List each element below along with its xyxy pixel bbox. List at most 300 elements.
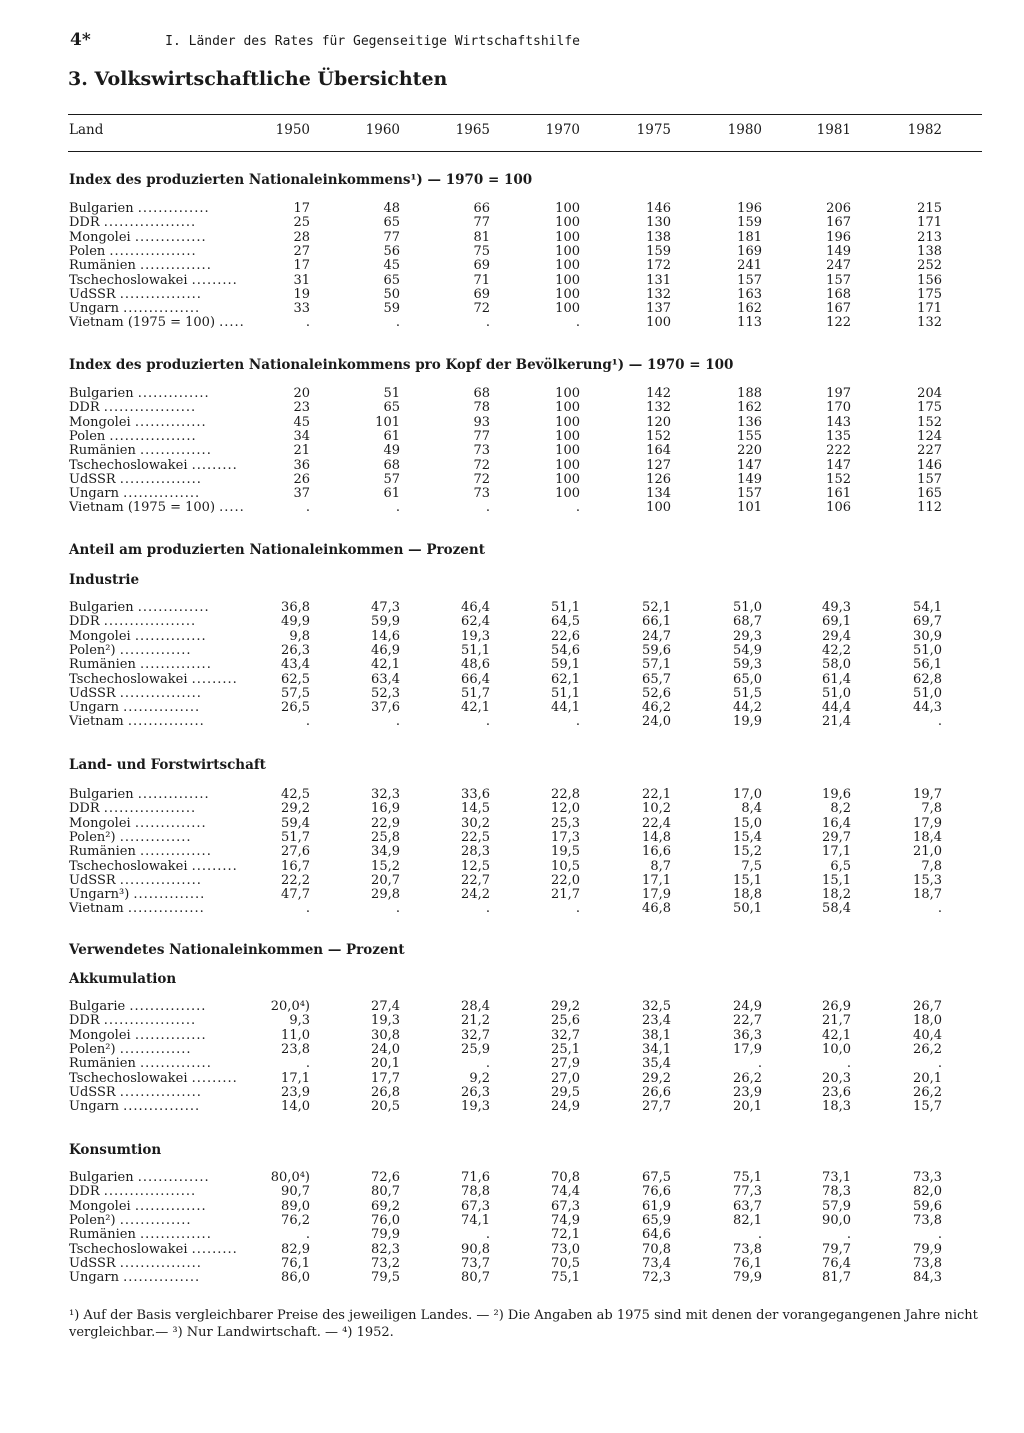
table-cell: 27,9	[551, 1056, 580, 1072]
leader-dots: ..................	[103, 1185, 197, 1200]
table-cell: .	[757, 1056, 762, 1072]
table-cell: 71	[473, 272, 490, 288]
table-cell: 10,2	[642, 801, 671, 817]
table-cell: .	[305, 901, 310, 917]
country-name: Vietnam	[69, 715, 128, 730]
table-cell: 80,7	[461, 1270, 490, 1286]
table-cell: 47,3	[371, 600, 400, 615]
leader-dots: .................	[109, 244, 197, 259]
table-top-rule	[68, 114, 982, 115]
table-cell: 19,7	[913, 787, 942, 802]
row-label	[69, 802, 265, 816]
table-cell: 27,0	[551, 1070, 580, 1086]
table-cell: 38,1	[642, 1027, 671, 1043]
row-label	[69, 387, 265, 401]
table-cell: 27,7	[642, 1099, 671, 1115]
row-label	[69, 902, 265, 916]
country-name: Rumänien	[69, 444, 140, 459]
table-cell: .	[937, 901, 942, 917]
country-name: Bulgarien	[69, 387, 138, 401]
table-cell: 26,8	[371, 1084, 400, 1100]
country-name: Mongolei	[69, 230, 135, 245]
table-row	[0, 487, 1024, 501]
table-cell: 76,1	[733, 1255, 762, 1271]
table-row	[0, 1214, 1024, 1228]
row-label	[69, 817, 265, 831]
table-cell: 81,7	[822, 1270, 851, 1286]
table-cell: 69	[473, 258, 490, 274]
table-cell: 34,1	[642, 1041, 671, 1057]
table-cell: 59,6	[642, 642, 671, 658]
table-cell: 54,6	[551, 642, 580, 658]
running-header	[70, 30, 580, 50]
table-cell: 15,2	[371, 858, 400, 874]
row-label	[69, 1271, 265, 1285]
table-cell: 65	[383, 400, 400, 416]
table-cell: 76,2	[281, 1212, 310, 1228]
table-cell: 27	[293, 243, 310, 259]
row-label	[69, 701, 265, 715]
table-cell: 81	[473, 229, 490, 245]
row-label	[69, 687, 265, 701]
table-cell: 44,2	[733, 700, 762, 716]
table-row	[0, 401, 1024, 415]
table-cell: 14,8	[642, 829, 671, 845]
table-cell: 19,6	[822, 787, 851, 802]
table-cell: 22,5	[461, 829, 490, 845]
table-cell: 138	[917, 243, 942, 259]
row-label	[69, 644, 265, 658]
table-cell: 51,0	[913, 685, 942, 701]
table-cell: .	[485, 315, 490, 331]
table-cell: 113	[737, 315, 762, 331]
table-cell: 143	[826, 414, 851, 430]
table-cell: 171	[917, 301, 942, 317]
table-cell: 42,5	[281, 787, 310, 802]
table-row	[0, 288, 1024, 302]
leader-dots: ..................	[103, 1014, 197, 1029]
table-cell: 48	[383, 201, 400, 216]
table-row	[0, 1086, 1024, 1100]
table-row	[0, 444, 1024, 458]
row-label	[69, 473, 265, 487]
table-cell: 59	[383, 301, 400, 317]
table-cell: 82,3	[371, 1241, 400, 1257]
table-cell: 136	[737, 414, 762, 430]
table-cell: 21,4	[822, 714, 851, 730]
table-cell: 37	[293, 486, 310, 502]
table-cell: 77,3	[733, 1184, 762, 1200]
table-cell: 93	[473, 414, 490, 430]
table-cell: 30,8	[371, 1027, 400, 1043]
table-cell: 29,2	[551, 999, 580, 1014]
table-cell: 42,1	[461, 700, 490, 716]
row-label	[69, 788, 265, 802]
row-label	[69, 1043, 265, 1057]
table-cell: 64,5	[551, 614, 580, 630]
table-row	[0, 501, 1024, 515]
table-cell: .	[937, 714, 942, 730]
table-cell: 33,6	[461, 787, 490, 802]
table-cell: 127	[646, 457, 671, 473]
table-cell: 17,7	[371, 1070, 400, 1086]
row-label	[69, 1072, 265, 1086]
table-cell: .	[485, 1227, 490, 1243]
table-cell: 206	[826, 201, 851, 216]
leader-dots: ..............	[119, 643, 192, 658]
table-cell: 36	[293, 457, 310, 473]
table-cell: 126	[646, 471, 671, 487]
country-name: DDR	[69, 1014, 104, 1029]
leader-dots: ................	[119, 287, 202, 302]
leader-dots: ..............	[139, 845, 212, 860]
table-cell: 66,1	[642, 614, 671, 630]
table-cell: 24,0	[371, 1041, 400, 1057]
table-cell: 46,8	[642, 901, 671, 917]
table-cell: 19,3	[371, 1013, 400, 1029]
table-cell: 11,0	[281, 1027, 310, 1043]
table-cell: 162	[737, 301, 762, 317]
table-cell: 21,7	[822, 1013, 851, 1029]
table-cell: 17,1	[281, 1070, 310, 1086]
table-cell: 135	[826, 428, 851, 444]
table-cell: 29,3	[733, 628, 762, 644]
table-cell: 24,2	[461, 887, 490, 903]
country-name: Tschechoslowakei	[69, 672, 192, 687]
table-cell: 24,9	[733, 999, 762, 1014]
row-label	[69, 274, 265, 288]
table-cell: 24,0	[642, 714, 671, 730]
table-cell: 29,2	[642, 1070, 671, 1086]
table-cell: 82,0	[913, 1184, 942, 1200]
table-cell: 73,0	[551, 1241, 580, 1257]
column-header-year: 1975	[636, 122, 671, 138]
table-row	[0, 715, 1024, 729]
column-header-year: 1980	[727, 122, 762, 138]
table-row	[0, 874, 1024, 888]
table-cell: 28,3	[461, 844, 490, 860]
table-cell: 63,7	[733, 1198, 762, 1214]
table-row	[0, 245, 1024, 259]
table-cell: 57	[383, 471, 400, 487]
table-cell: 188	[737, 386, 762, 401]
row-label	[69, 416, 265, 430]
table-cell: 31	[293, 272, 310, 288]
leader-dots: ...............	[123, 1271, 201, 1286]
table-cell: 100	[555, 414, 580, 430]
table-cell: 7,5	[741, 858, 762, 874]
table-cell: .	[485, 1056, 490, 1072]
table-cell: 72	[473, 471, 490, 487]
table-cell: 168	[826, 286, 851, 302]
table-row	[0, 673, 1024, 687]
table-header-rule	[68, 151, 982, 152]
row-label	[69, 1100, 265, 1114]
table-cell: 74,4	[551, 1184, 580, 1200]
table-section-title: Anteil am produzierten Nationaleinkommen — Prozent	[69, 542, 485, 558]
table-header-row	[0, 122, 1024, 140]
table-cell: 46,2	[642, 700, 671, 716]
table-cell: 100	[555, 486, 580, 502]
table-cell: 23,6	[822, 1084, 851, 1100]
table-row	[0, 1171, 1024, 1185]
table-cell: 76,1	[281, 1255, 310, 1271]
table-cell: 70,8	[642, 1241, 671, 1257]
table-cell: .	[575, 901, 580, 917]
table-cell: 26,3	[281, 642, 310, 658]
table-cell: 175	[917, 400, 942, 416]
table-cell: 152	[646, 428, 671, 444]
table-cell: 20	[293, 386, 310, 401]
table-cell: 14,5	[461, 801, 490, 817]
table-cell: 181	[737, 229, 762, 245]
table-cell: 100	[555, 457, 580, 473]
table-cell: 157	[737, 272, 762, 288]
leader-dots: ................	[119, 873, 202, 888]
table-cell: 106	[826, 500, 851, 516]
table-cell: 32,7	[461, 1027, 490, 1043]
table-row	[0, 630, 1024, 644]
table-cell: 12,0	[551, 801, 580, 817]
column-header-year: 1965	[455, 122, 490, 138]
country-name: Rumänien	[69, 259, 140, 274]
row-label	[69, 487, 265, 501]
table-cell: .	[575, 714, 580, 730]
table-cell: 73,1	[822, 1170, 851, 1185]
leader-dots: ..............	[137, 202, 210, 216]
country-name: Vietnam	[69, 902, 128, 917]
leader-dots: ..............	[134, 816, 207, 831]
country-name: Polen²)	[69, 830, 120, 845]
table-cell: 213	[917, 229, 942, 245]
row-label	[69, 501, 265, 515]
table-cell: 75	[473, 243, 490, 259]
table-cell: 22,1	[642, 787, 671, 802]
table-cell: 65,7	[642, 671, 671, 687]
table-row	[0, 845, 1024, 859]
table-cell: 17,3	[551, 829, 580, 845]
table-cell: 63,4	[371, 671, 400, 687]
country-name: Mongolei	[69, 629, 135, 644]
country-name: Tschechoslowakei	[69, 1071, 192, 1086]
table-cell: 28	[293, 229, 310, 245]
table-cell: 76,6	[642, 1184, 671, 1200]
table-cell: 17,1	[822, 844, 851, 860]
table-subsection-title: Konsumtion	[69, 1142, 162, 1158]
table-cell: 59,6	[913, 1198, 942, 1214]
table-cell: 74,1	[461, 1212, 490, 1228]
table-cell: 44,3	[913, 700, 942, 716]
table-cell: 17,0	[733, 787, 762, 802]
row-label	[69, 302, 265, 316]
table-cell: .	[305, 714, 310, 730]
table-cell: 25,6	[551, 1013, 580, 1029]
table-cell: .	[846, 1056, 851, 1072]
leader-dots: ..............	[137, 788, 210, 802]
row-label	[69, 630, 265, 644]
country-name: Bulgarien	[69, 202, 138, 216]
leader-dots: ..............	[137, 601, 210, 615]
leader-dots: ..............	[134, 629, 207, 644]
table-cell: 21,0	[913, 844, 942, 860]
table-cell: 161	[826, 486, 851, 502]
table-cell: 51,0	[822, 685, 851, 701]
table-cell: 19,5	[551, 844, 580, 860]
table-cell: 48,6	[461, 657, 490, 673]
column-header-land: Land	[69, 122, 104, 138]
table-cell: 61,4	[822, 671, 851, 687]
country-name: Ungarn	[69, 487, 124, 502]
table-cell: 76,0	[371, 1212, 400, 1228]
table-cell: 77	[473, 428, 490, 444]
country-name: Ungarn	[69, 1100, 124, 1115]
table-cell: .	[575, 500, 580, 516]
table-cell: 14,6	[371, 628, 400, 644]
table-cell: 30,2	[461, 815, 490, 831]
table-cell: 23,9	[733, 1084, 762, 1100]
table-cell: 29,2	[281, 801, 310, 817]
table-cell: .	[395, 315, 400, 331]
table-cell: 15,2	[733, 844, 762, 860]
table-row	[0, 259, 1024, 273]
country-name: DDR	[69, 802, 104, 817]
table-cell: 26,3	[461, 1084, 490, 1100]
table-row	[0, 658, 1024, 672]
country-name: UdSSR	[69, 686, 120, 701]
table-cell: 58,0	[822, 657, 851, 673]
table-cell: 69,1	[822, 614, 851, 630]
table-cell: 22,0	[551, 872, 580, 888]
table-cell: 73,4	[642, 1255, 671, 1271]
table-cell: 73,2	[371, 1255, 400, 1271]
table-cell: 23,9	[281, 1084, 310, 1100]
table-cell: 25,3	[551, 815, 580, 831]
table-cell: 75,1	[733, 1170, 762, 1185]
table-cell: 100	[555, 243, 580, 259]
table-row	[0, 274, 1024, 288]
leader-dots: ..............	[139, 658, 212, 673]
row-label	[69, 874, 265, 888]
leader-dots: .........	[191, 859, 238, 874]
table-cell: 16,9	[371, 801, 400, 817]
table-cell: 17	[293, 258, 310, 274]
table-cell: 62,5	[281, 671, 310, 687]
table-cell: 51,1	[551, 685, 580, 701]
table-cell: 25,9	[461, 1041, 490, 1057]
table-cell: 72	[473, 457, 490, 473]
table-cell: 204	[917, 386, 942, 401]
table-cell: 22,7	[461, 872, 490, 888]
table-cell: 32,3	[371, 787, 400, 802]
leader-dots: ..............	[119, 1213, 192, 1228]
table-cell: 20,3	[822, 1070, 851, 1086]
table-cell: 77	[473, 215, 490, 231]
country-name: Bulgarien	[69, 601, 138, 615]
row-label	[69, 1086, 265, 1100]
table-cell: 28,4	[461, 999, 490, 1014]
table-cell: .	[485, 901, 490, 917]
table-row	[0, 1257, 1024, 1271]
row-label	[69, 1243, 265, 1257]
table-cell: 100	[555, 272, 580, 288]
leader-dots: ................	[119, 472, 202, 487]
table-cell: 72,3	[642, 1270, 671, 1286]
table-cell: .	[395, 714, 400, 730]
table-cell: 69	[473, 286, 490, 302]
table-cell: 157	[737, 486, 762, 502]
table-cell: 51,1	[461, 642, 490, 658]
table-cell: 90,7	[281, 1184, 310, 1200]
table-cell: 78,8	[461, 1184, 490, 1200]
table-cell: 22,6	[551, 628, 580, 644]
table-cell: 69,7	[913, 614, 942, 630]
table-row	[0, 1000, 1024, 1014]
table-cell: 73,7	[461, 1255, 490, 1271]
table-cell: 170	[826, 400, 851, 416]
table-cell: 49,3	[822, 600, 851, 615]
table-cell: 78,3	[822, 1184, 851, 1200]
table-row	[0, 615, 1024, 629]
table-cell: 79,9	[371, 1227, 400, 1243]
table-cell: 72	[473, 301, 490, 317]
table-cell: 164	[646, 443, 671, 459]
table-row	[0, 888, 1024, 902]
table-cell: 42,2	[822, 642, 851, 658]
country-name: Tschechoslowakei	[69, 273, 192, 288]
table-cell: .	[575, 315, 580, 331]
table-cell: 84,3	[913, 1270, 942, 1286]
table-cell: .	[485, 500, 490, 516]
section-title: 3. Volkswirtschaftliche Übersichten	[68, 68, 448, 90]
table-cell: 157	[826, 272, 851, 288]
table-cell: 59,3	[733, 657, 762, 673]
leader-dots: ...............	[129, 1000, 207, 1014]
table-row	[0, 701, 1024, 715]
table-cell: 59,1	[551, 657, 580, 673]
table-cell: 79,9	[733, 1270, 762, 1286]
table-cell: 112	[917, 500, 942, 516]
leader-dots: ..............	[134, 1199, 207, 1214]
table-cell: 44,1	[551, 700, 580, 716]
table-cell: 59,4	[281, 815, 310, 831]
leader-dots: ................	[119, 686, 202, 701]
table-cell: 100	[555, 301, 580, 317]
leader-dots: ..................	[103, 802, 197, 817]
table-cell: 25	[293, 215, 310, 231]
table-cell: 82,1	[733, 1212, 762, 1228]
leader-dots: ...............	[123, 487, 201, 502]
table-cell: .	[846, 1227, 851, 1243]
table-cell: 24,7	[642, 628, 671, 644]
table-cell: 52,6	[642, 685, 671, 701]
table-cell: 58,4	[822, 901, 851, 917]
row-label	[69, 845, 265, 859]
table-cell: 101	[737, 500, 762, 516]
table-cell: 18,0	[913, 1013, 942, 1029]
table-cell: 62,8	[913, 671, 942, 687]
table-cell: 124	[917, 428, 942, 444]
country-name: Tschechoslowakei	[69, 859, 192, 874]
table-cell: 175	[917, 286, 942, 302]
row-label	[69, 216, 265, 230]
row-label	[69, 1057, 265, 1071]
leader-dots: ...............	[123, 302, 201, 317]
table-cell: 171	[917, 215, 942, 231]
leader-dots: .........	[191, 458, 238, 473]
footnotes: ¹) Auf der Basis vergleichbarer Preise des jeweiligen Landes. — ²) Die Angaben ab 1975 sind mit denen der vorangegangenen Jahre nicht vergleichbar.— ³) Nur Landwirtschaft. — ⁴) 1952.	[69, 1308, 978, 1340]
table-cell: 146	[917, 457, 942, 473]
leader-dots: ..............	[137, 387, 210, 401]
